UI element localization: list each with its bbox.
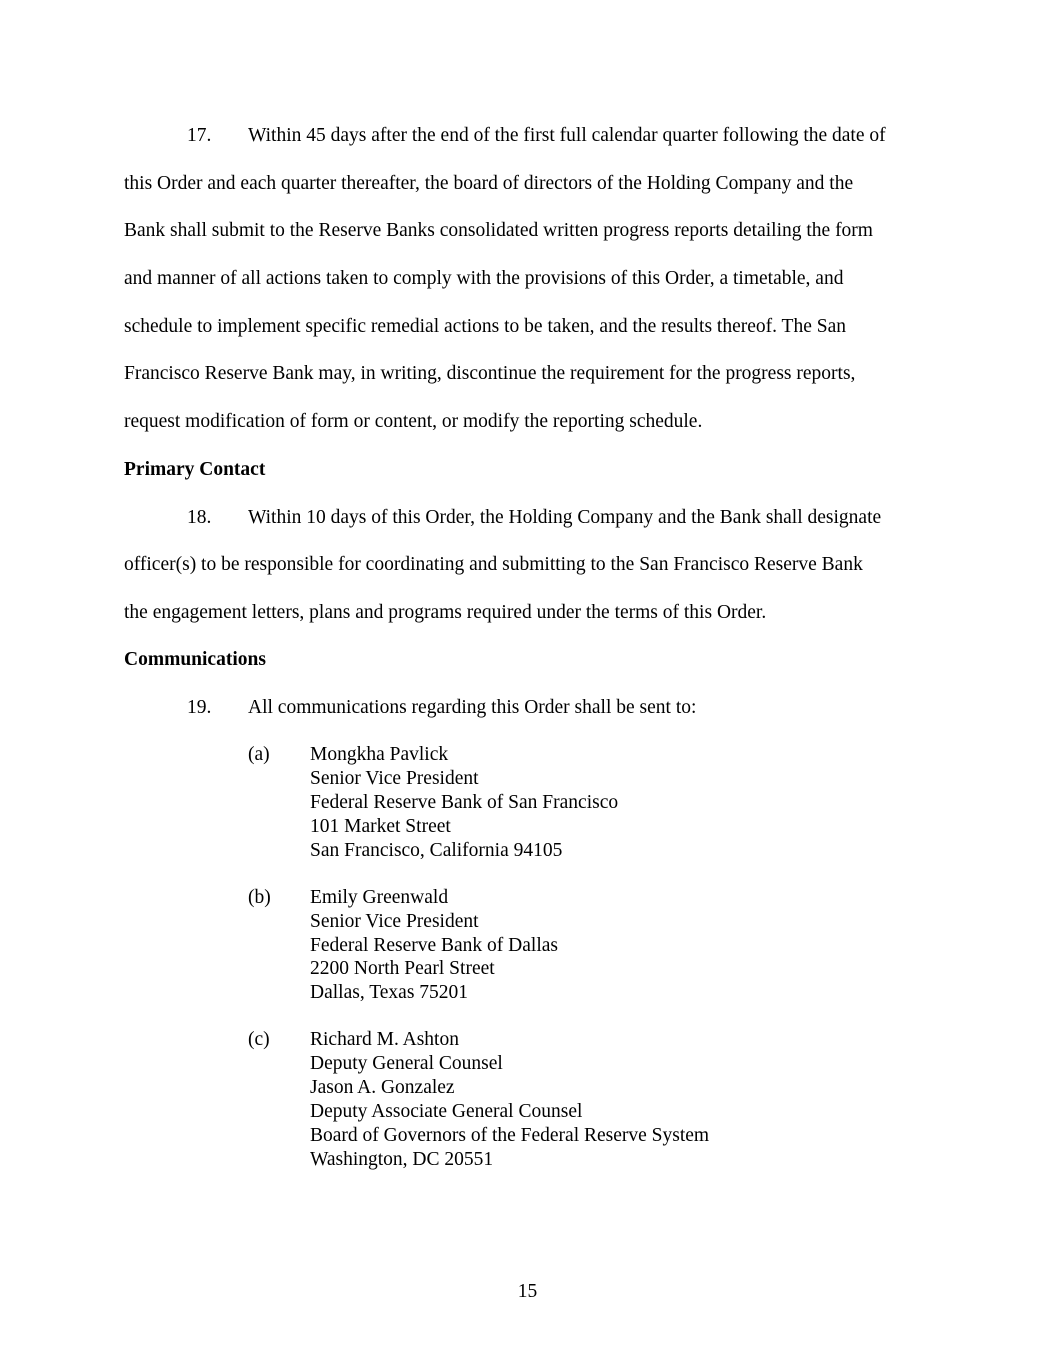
address-c-line: Board of Governors of the Federal Reserve System	[310, 1125, 710, 1146]
paragraph-17-line: schedule to implement specific remedial actions to be taken, and the results thereof. The San	[124, 316, 846, 337]
address-b-line: Senior Vice President	[310, 911, 479, 932]
address-b-line: Dallas, Texas 75201	[310, 982, 469, 1003]
address-a-label: (a)	[248, 744, 270, 765]
primary-contact-heading: Primary Contact	[124, 459, 266, 480]
address-a-line: Mongkha Pavlick	[310, 744, 449, 765]
page-number: 15	[517, 1281, 538, 1302]
address-a-line: Senior Vice President	[310, 768, 479, 789]
address-c-line: Richard M. Ashton	[310, 1029, 459, 1050]
paragraph-18-line: Within 10 days of this Order, the Holding Company and the Bank shall designate	[248, 507, 882, 528]
paragraph-17-line: this Order and each quarter thereafter, the board of directors of the Holding Company and the	[124, 173, 854, 194]
paragraph-17-line: and manner of all actions taken to comply with the provisions of this Order, a timetable, and	[124, 268, 844, 289]
paragraph-18-line: the engagement letters, plans and programs required under the terms of this Order.	[124, 602, 767, 623]
address-b-line: Emily Greenwald	[310, 887, 449, 908]
address-b-label: (b)	[248, 887, 271, 908]
paragraph-17-line: Within 45 days after the end of the first full calendar quarter following the date of	[248, 125, 886, 146]
address-c-line: Jason A. Gonzalez	[310, 1077, 455, 1098]
address-c-line: Deputy Associate General Counsel	[310, 1101, 583, 1122]
address-c-line: Washington, DC 20551	[310, 1149, 494, 1170]
communications-heading: Communications	[124, 649, 266, 670]
paragraph-17-line: Francisco Reserve Bank may, in writing, discontinue the requirement for the progress reports,	[124, 363, 856, 384]
address-c-label: (c)	[248, 1029, 270, 1050]
paragraph-18-number: 18.	[187, 507, 212, 528]
paragraph-17-line: Bank shall submit to the Reserve Banks consolidated written progress reports detailing the form	[124, 220, 873, 241]
paragraph-18-line: officer(s) to be responsible for coordinating and submitting to the San Francisco Reserve Bank	[124, 554, 863, 575]
address-b-line: 2200 North Pearl Street	[310, 958, 495, 979]
address-a-line: 101 Market Street	[310, 816, 451, 837]
paragraph-17-number: 17.	[187, 125, 212, 146]
address-a-line: Federal Reserve Bank of San Francisco	[310, 792, 619, 813]
address-c-line: Deputy General Counsel	[310, 1053, 503, 1074]
paragraph-17-line: request modification of form or content, or modify the reporting schedule.	[124, 411, 703, 432]
address-a-line: San Francisco, California 94105	[310, 840, 563, 861]
paragraph-19-intro: All communications regarding this Order shall be sent to:	[248, 697, 697, 718]
address-b-line: Federal Reserve Bank of Dallas	[310, 935, 558, 956]
paragraph-19-number: 19.	[187, 697, 212, 718]
